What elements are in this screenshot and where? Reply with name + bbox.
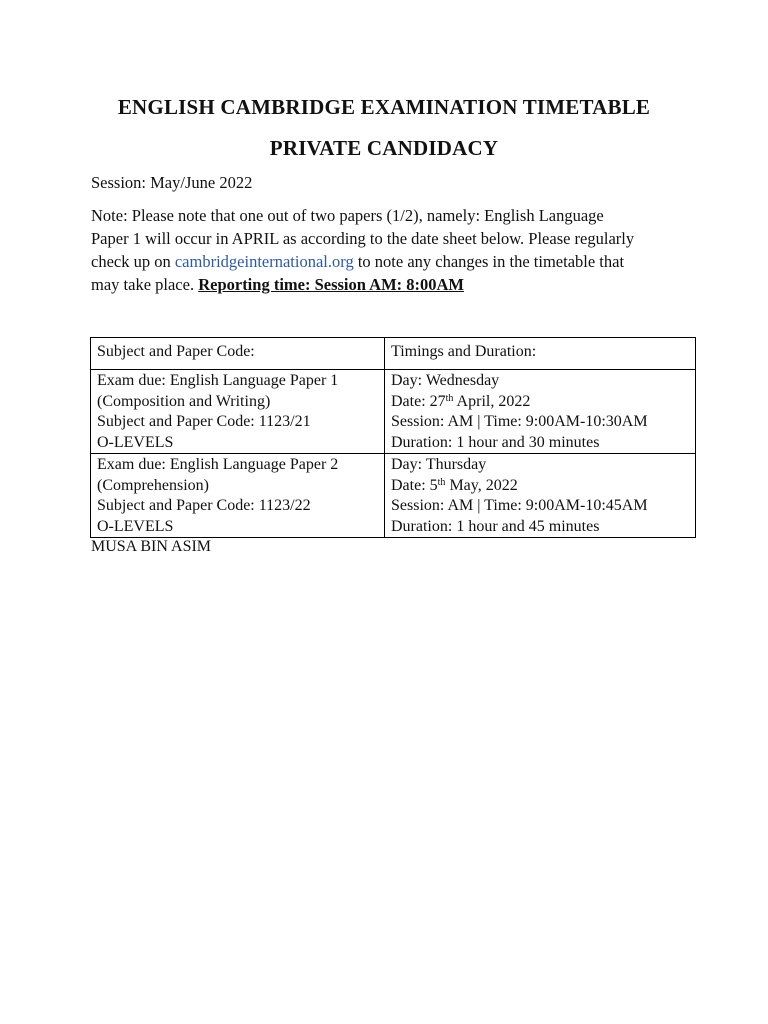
exam-session-time: Session: AM | Time: 9:00AM-10:30AM [391,413,648,430]
note-line-1: Note: Please note that one out of two papers (1/2), namely: English Language [91,206,604,225]
note-line-3 [91,250,691,273]
exam-day: Day: Wednesday [391,372,500,389]
reporting-time: Reporting time: Session AM: 8:00AM [198,275,464,294]
table-header-row [91,338,696,370]
subject-cell [91,370,385,454]
document-subtitle: PRIVATE CANDIDACY [269,136,499,160]
exam-due: Exam due: English Language Paper 2 [97,456,339,473]
exam-level: O-LEVELS [97,433,174,451]
exam-duration: Duration: 1 hour and 45 minutes [391,517,600,535]
exam-day: Day: Thursday [391,456,487,473]
table-row [91,370,696,454]
cambridge-link[interactable]: cambridgeinternational.org [174,252,354,271]
date-ordinal: th [437,476,446,488]
document-title: ENGLISH CAMBRIDGE EXAMINATION TIMETABLE [117,95,651,119]
timings-cell [385,454,696,538]
note-line-4 [91,273,691,296]
note-line-3-prefix: check up on [91,252,175,271]
note-line-3-suffix: to note any changes in the timetable that [353,252,625,271]
date-suffix: May, 2022 [445,476,518,494]
date-prefix: Date: 27 [391,392,446,410]
note-line-2: Paper 1 will occur in APRIL as according to the date sheet below. Please regularly [91,229,635,248]
timings-cell [385,370,696,454]
date-ordinal: th [445,392,454,404]
exam-detail: (Comprehension) [97,476,209,494]
exam-duration: Duration: 1 hour and 30 minutes [391,433,600,451]
header-subject: Subject and Paper Code: [91,338,385,370]
candidate-name: MUSA BIN ASIM [91,538,212,555]
exam-detail: (Composition and Writing) [97,392,271,410]
paper-code: Subject and Paper Code: 1123/21 [97,413,311,430]
exam-level: O-LEVELS [97,517,174,535]
table-row [91,454,696,538]
exam-timetable [90,337,696,538]
note-paragraph [91,204,691,296]
paper-code: Subject and Paper Code: 1123/22 [97,497,311,514]
subject-cell [91,454,385,538]
exam-date [391,392,689,413]
session-label: Session: May/June 2022 [91,173,253,192]
date-suffix: April, 2022 [453,392,531,410]
date-prefix: Date: 5 [391,476,438,494]
exam-date [391,476,689,497]
note-line-4-prefix: may take place. [91,275,199,294]
exam-session-time: Session: AM | Time: 9:00AM-10:45AM [391,497,648,514]
exam-due: Exam due: English Language Paper 1 [97,372,339,389]
header-timings: Timings and Duration: [385,338,696,370]
